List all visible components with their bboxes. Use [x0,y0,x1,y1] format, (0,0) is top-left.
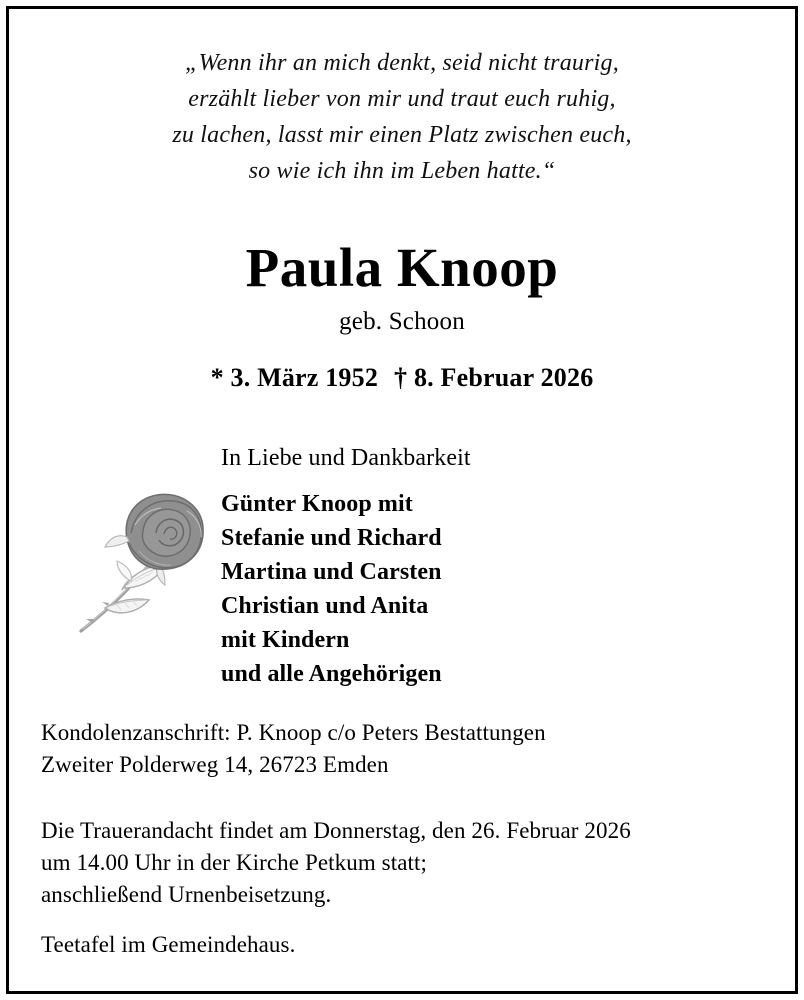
service-line-1: Die Trauerandacht findet am Donnerstag, den 26. Februar 2026 [41,818,631,843]
birth-symbol: * [210,363,224,392]
service-line-3: anschließend Urnenbeisetzung. [41,882,332,907]
family-line-5: mit Kindern [221,627,350,653]
service-line-2: um 14.00 Uhr in der Kirche Petkum statt; [41,850,427,875]
reception-block [41,929,781,961]
family-line-6: und alle Angehörigen [221,661,442,687]
condolence-address-block [41,717,781,781]
deceased-name-block [9,237,795,395]
family-list [221,487,442,691]
verse-line-3: zu lachen, lasst mir einen Platz zwischen euch, [172,122,632,148]
memorial-verse [9,45,795,189]
condolence-line-1: Kondolenzanschrift: P. Knoop c/o Peters Bestattungen [41,720,546,745]
family-line-1: Günter Knoop mit [221,491,413,517]
obituary-notice-frame [6,6,798,994]
verse-line-4: so wie ich ihn im Leben hatte.“ [248,158,556,184]
birth-date: 3. März 1952 [230,363,379,392]
condolence-line-2: Zweiter Polderweg 14, 26723 Emden [41,752,389,777]
death-symbol: † [394,363,408,392]
family-line-4: Christian und Anita [221,593,429,619]
verse-line-2: erzählt lieber von mir und traut euch ruhig, [188,86,616,112]
verse-line-1: „Wenn ihr an mich denkt, seid nicht traurig, [185,50,619,76]
death-date: 8. Februar 2026 [413,363,594,392]
obituary-notice-body [9,9,795,991]
rose-illustration [61,481,211,636]
dedication-text: In Liebe und Dankbarkeit [221,445,471,471]
family-line-3: Martina und Carsten [221,559,442,585]
reception-line-1: Teetafel im Gemeindehaus. [41,932,296,957]
service-details-block [41,815,781,911]
maiden-name: geb. Schoon [339,308,465,335]
deceased-name: Paula Knoop [245,237,559,298]
family-line-2: Stefanie und Richard [221,525,442,551]
life-dates [9,361,795,395]
